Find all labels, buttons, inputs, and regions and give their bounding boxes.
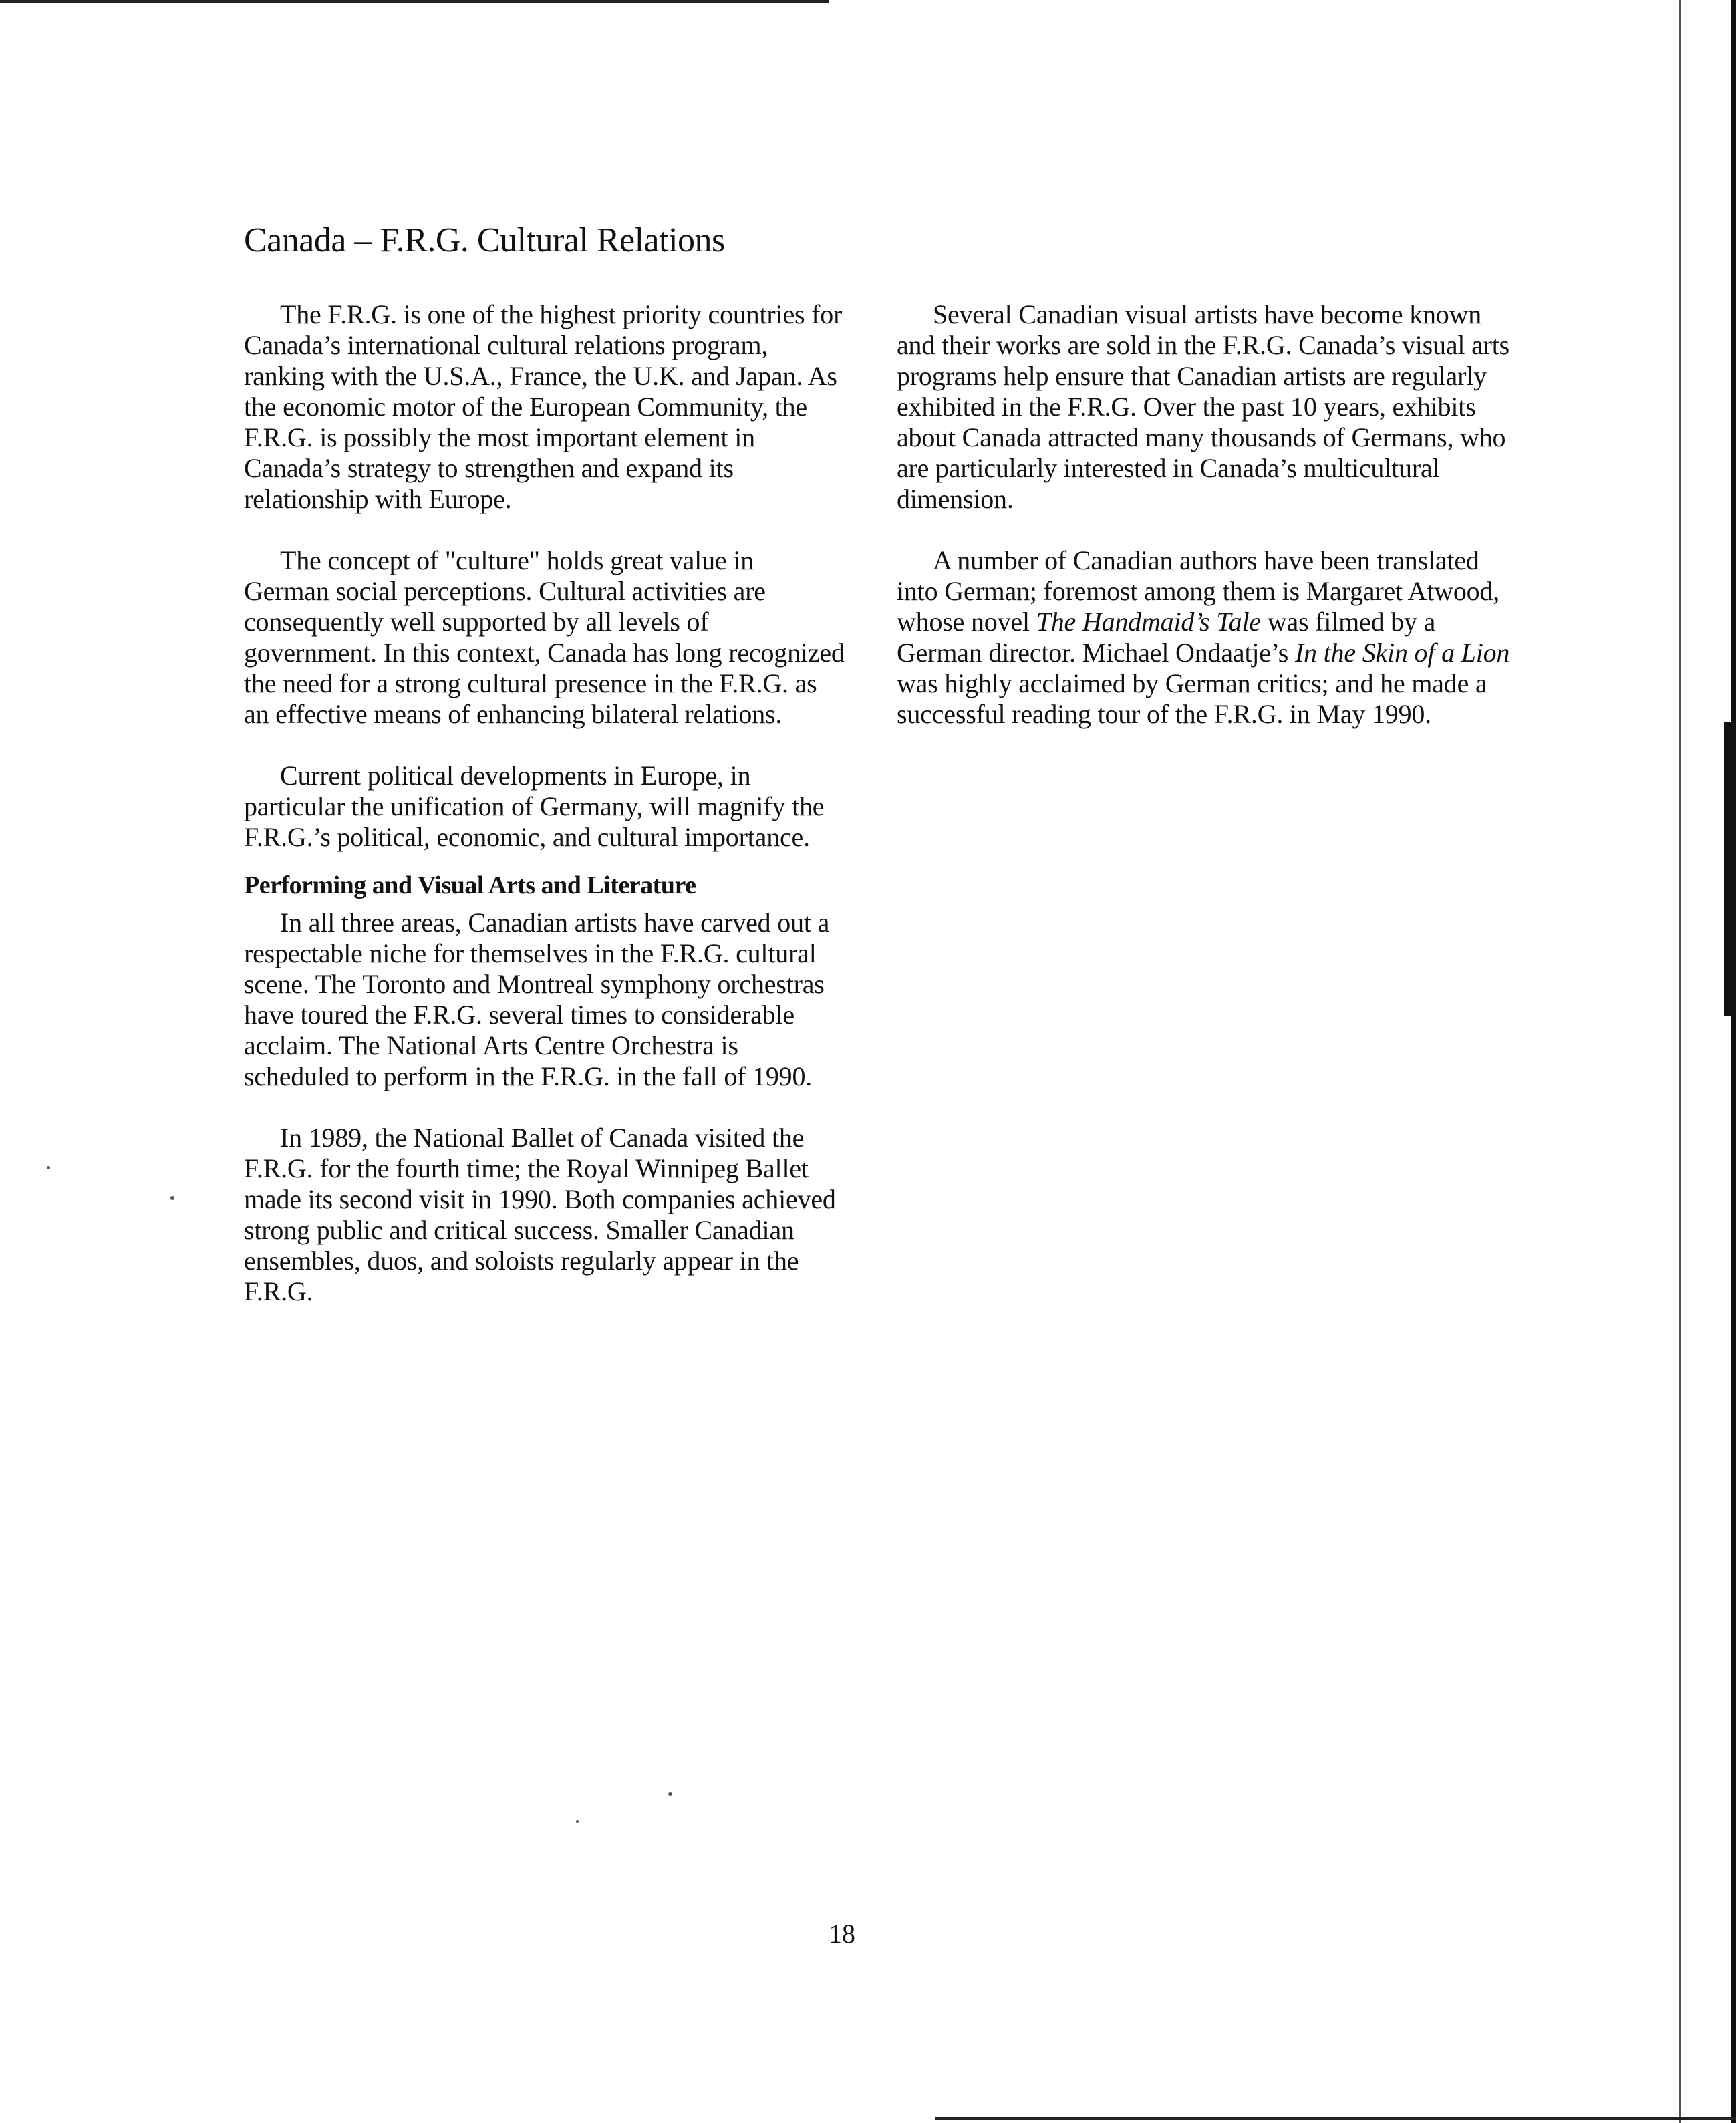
page-title: Canada – F.R.G. Cultural Relations	[244, 221, 725, 259]
page-number: 18	[829, 1919, 855, 1949]
scan-speck	[668, 1792, 672, 1796]
scan-speck	[576, 1820, 579, 1823]
paragraph-text: A number of Canadian authors have been translated into German; foremost among them is Margaret Atwood, whose novel	[897, 545, 1500, 637]
paragraph: The F.R.G. is one of the highest priority countries for Canada’s international cultural relations program, ranking with the U.S.A., France, the U.K. and Japan. As the economic motor of the European Community, the F.R.G. is possibly the most important element in Canada’s strategy to strengthen and expand its relationship with Europe.	[244, 299, 843, 514]
scan-speck	[170, 1196, 174, 1200]
scan-edge-right-thin	[1679, 0, 1681, 2123]
book-title: The Handmaid’s Tale	[1036, 607, 1261, 637]
paragraph: Current political developments in Europe, in particular the unification of Germany, will magnify the F.R.G.’s political, economic, and cultural importance.	[244, 760, 825, 852]
section-heading: Performing and Visual Arts and Literature	[244, 871, 696, 899]
right-column	[897, 299, 1511, 760]
scan-edge-bottom	[935, 2117, 1736, 2120]
book-title: In the Skin of a Lion	[1294, 638, 1510, 668]
paragraph: In all three areas, Canadian artists have carved out a respectable niche for themselves in the F.R.G. cultural scene. The Toronto and Montreal symphony orchestras have toured the F.R.G. several times to considerable acclaim. The National Arts Centre Orchestra is scheduled to perform in the F.R.G. in the fall of 1990.	[244, 907, 830, 1091]
scan-speck	[47, 1166, 50, 1169]
left-column	[244, 299, 845, 1338]
paragraph: The concept of "culture" holds great value in German social perceptions. Cultural activities are consequently well supported by all levels of government. In this context, Canada has long recognized the need for a strong cultural presence in the F.R.G. as an effective means of enhancing bilateral relations.	[244, 545, 845, 729]
paragraph: Several Canadian visual artists have become known and their works are sold in the F.R.G. Canada’s visual arts programs help ensure that Canadian artists are regularly exhibited in the F.R.G. Over the past 10 years, exhibits about Canada attracted many thousands of Germans, who are particularly interested in Canada’s multicultural dimension.	[897, 299, 1510, 514]
scan-edge-right-block	[1724, 722, 1736, 1016]
scan-edge-top	[0, 0, 829, 3]
paragraph-text: was highly acclaimed by German critics; and he made a successful reading tour of the F.R.G. in May 1990.	[897, 668, 1487, 729]
scan-edge-right	[1731, 0, 1736, 2123]
paragraph	[897, 545, 1511, 730]
paragraph-text: was filmed by a German director. Michael Ondaatje’s	[897, 607, 1436, 668]
paragraph: In 1989, the National Ballet of Canada visited the F.R.G. for the fourth time; the Royal Winnipeg Ballet made its second visit in 1990. Both companies achieved strong public and critical success. Smaller Canadian ensembles, duos, and soloists regularly appear in the F.R.G.	[244, 1123, 836, 1306]
